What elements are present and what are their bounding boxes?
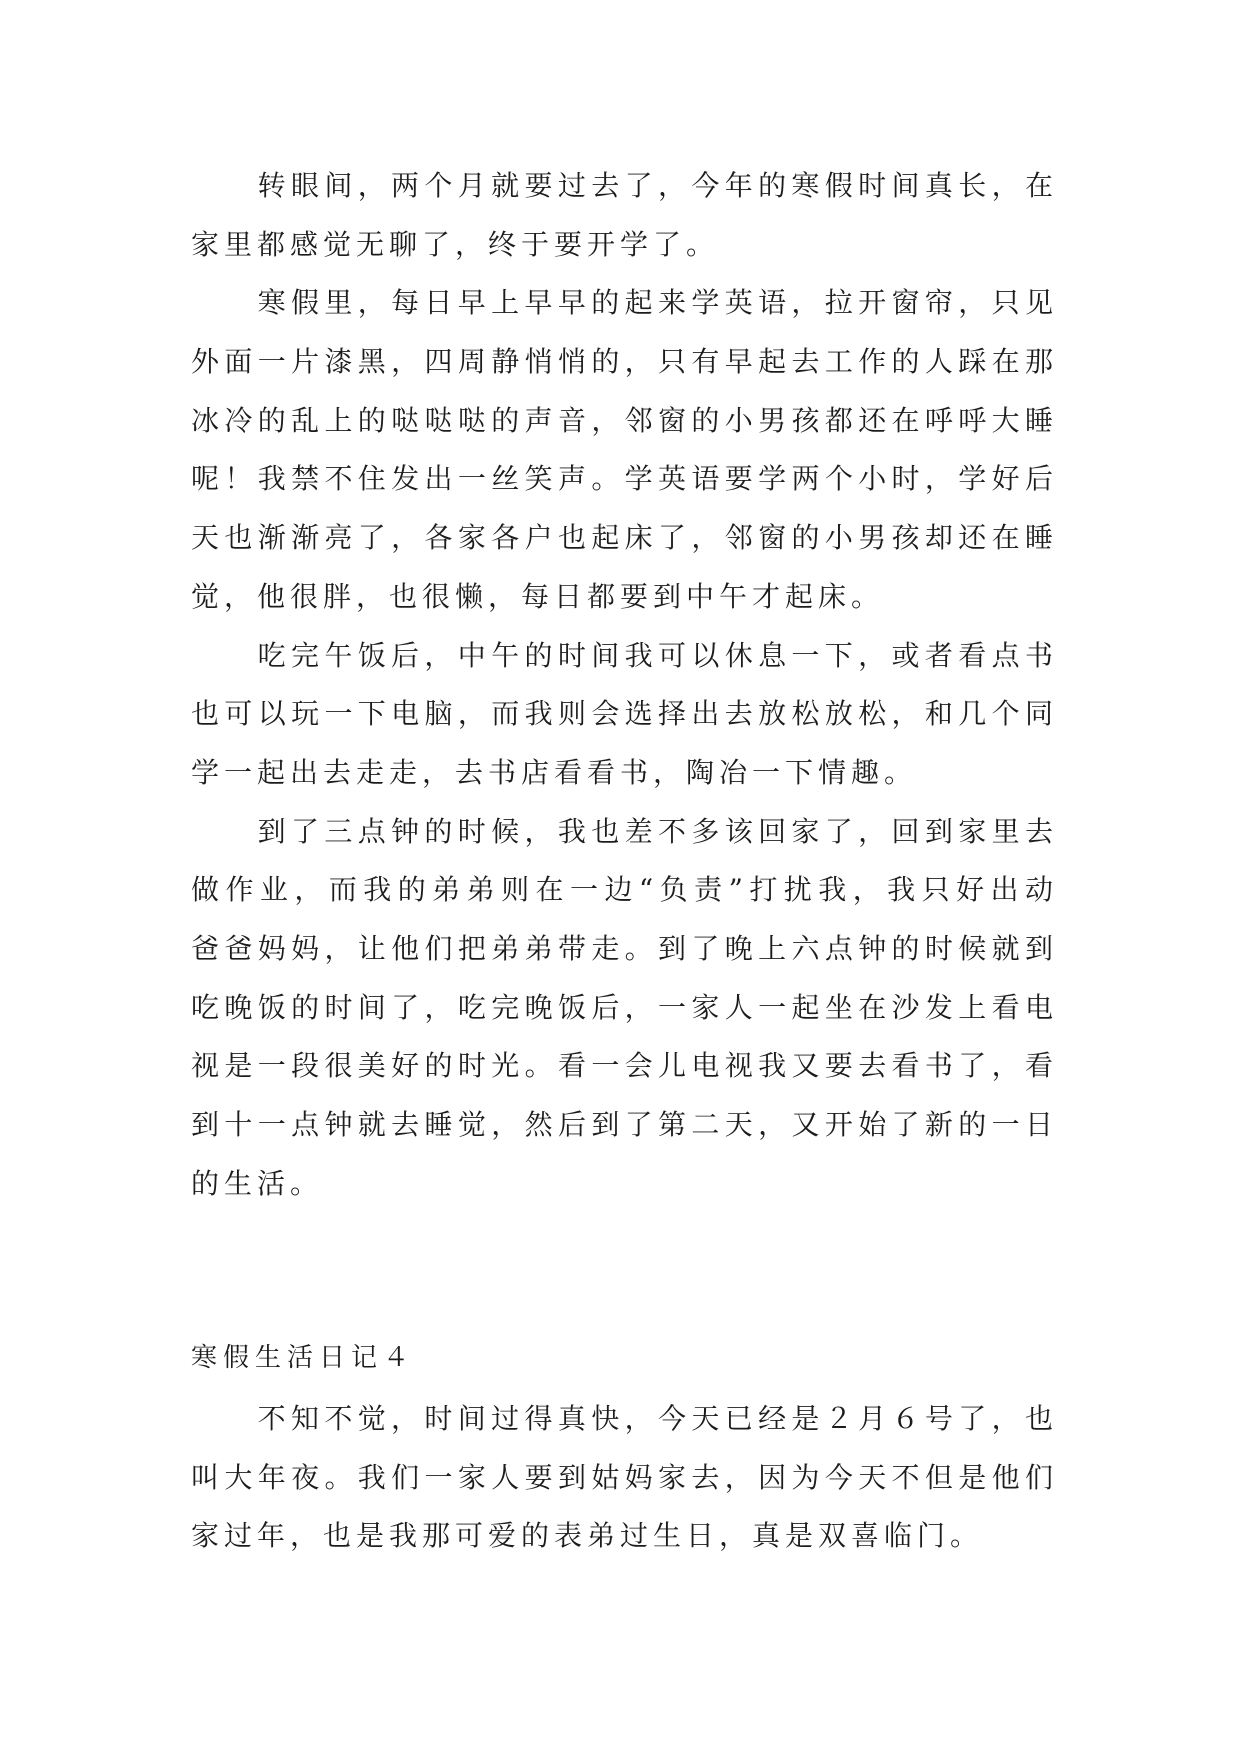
- text-line: 的生活。: [191, 1166, 324, 1200]
- text-line: 吃晚饭的时间了，吃完晚饭后，一家人一起坐在沙发上看电: [191, 990, 1058, 1024]
- text-line: 吃完午饭后，中午的时间我可以休息一下，或者看点书: [257, 638, 1058, 672]
- text-line: 到了三点钟的时候，我也差不多该回家了，回到家里去: [257, 814, 1058, 848]
- text-line: 家里都感觉无聊了，终于要开学了。: [191, 227, 720, 261]
- text-line: 转眼间，两个月就要过去了，今年的寒假时间真长，在: [257, 169, 1058, 202]
- text-line: 到十一点钟就去睡觉，然后到了第二天，又开始了新的一日: [191, 1108, 1058, 1141]
- text-line: 寒假里，每日早上早早的起来学英语，拉开窗帘，只见: [257, 286, 1058, 320]
- text-line: 也可以玩一下电脑，而我则会选择出去放松放松，和几个同: [191, 697, 1058, 731]
- text-line: 学一起出去走走，去书店看看书，陶冶一下情趣。: [191, 755, 918, 789]
- text-line: 做作业，而我的弟弟则在一边“负责”打扰我，我只好出动: [191, 873, 1058, 907]
- text-line: 呢！我禁不住发出一丝笑声。学英语要学两个小时，学好后: [191, 462, 1058, 496]
- text-line: 爸爸妈妈，让他们把弟弟带走。到了晚上六点钟的时候就到: [191, 931, 1058, 965]
- text-line: 叫大年夜。我们一家人要到姑妈家去，因为今天不但是他们: [191, 1460, 1058, 1494]
- paragraph: [191, 274, 1058, 626]
- text-line: 视是一段很美好的时光。看一会儿电视我又要去看书了，看: [191, 1049, 1058, 1083]
- text-line: 外面一片漆黑，四周静悄悄的，只有早起去工作的人踩在那: [191, 345, 1058, 379]
- text-line: 家过年，也是我那可爱的表弟过生日，真是双喜临门。: [191, 1519, 984, 1553]
- text-line: 不知不觉，时间过得真快，今天已经是２月６号了，也: [257, 1402, 1058, 1436]
- text-line: 天也渐渐亮了，各家各户也起床了，邻窗的小男孩却还在睡: [191, 521, 1058, 555]
- text-line: 觉，他很胖，也很懒，每日都要到中午才起床。: [191, 579, 885, 613]
- paragraph: [191, 157, 1058, 274]
- document-body: [191, 157, 1058, 1566]
- paragraph: [191, 803, 1058, 1214]
- text-line: 冰冷的乱上的哒哒哒的声音，邻窗的小男孩都还在呼呼大睡: [191, 403, 1058, 437]
- paragraph: [191, 1390, 1058, 1566]
- section-heading: 寒假生活日记４: [191, 1343, 416, 1374]
- paragraph: [191, 627, 1058, 803]
